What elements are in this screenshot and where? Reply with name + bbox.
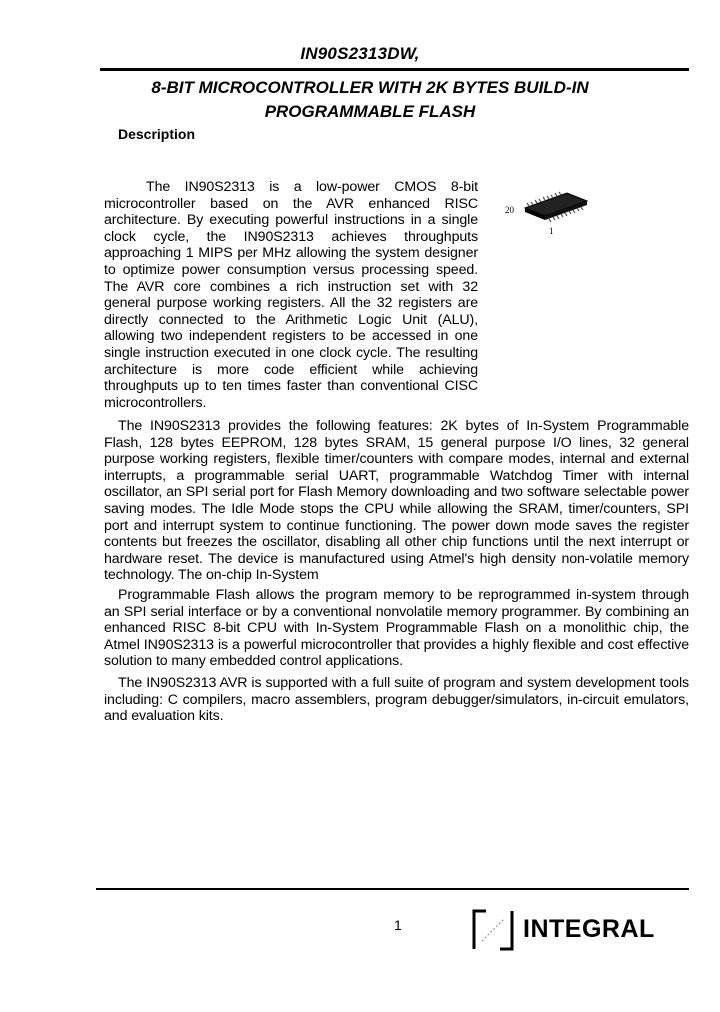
company-logo-text: INTEGRAL [523, 915, 655, 943]
document-title [60, 76, 680, 124]
paragraph-overview: The IN90S2313 is a low-power CMOS 8-bit microcontroller based on the AVR enhanced RISC architecture. By executing powerful instructions in a single clock cycle, the IN90S2313 achieves throughputs approaching 1 MIPS per MHz allowing the system designer to optimize power consumption versus processing speed. The AVR core combines a rich instruction set with 32 general purpose working registers. All the 32 registers are directly connected to the Arithmetic Logic Unit (ALU), allowing two independent registers to be accessed in one single instruction executed in one clock cycle. The resulting architecture is more code efficient while achieving throughputs up to ten times faster than conventional CISC microcontrollers. [104, 179, 478, 411]
part-number: IN90S2313DW, [300, 44, 420, 63]
pin-label-20: 20 [505, 205, 514, 215]
title-line-1: 8-BIT MICROCONTROLLER WITH 2K BYTES BUILD-IN [151, 78, 589, 97]
page-number: 1 [394, 917, 402, 933]
paragraph-features: The IN90S2313 provides the following features: 2K bytes of In-System Programmable Flash, 128 bytes EEPROM, 128 bytes SRAM, 15 general purpose I/O lines, 32 general purpose working registers, flexible timer/counters with compare modes, internal and external interrupts, a programmable serial UART, programmable Watchdog Timer with internal oscillator, an SPI serial port for Flash Memory downloading and two software selectable power saving modes. The Idle Mode stops the CPU while allowing the SRAM, timer/counters, SPI port and interrupt system to continue functioning. The power down mode saves the register contents but freezes the oscillator, disabling all other chip functions until the next interrupt or hardware reset. The device is manufactured using Atmel's high density non-volatile memory technology. The on-chip In-System [104, 418, 689, 584]
soic-package-icon [503, 186, 593, 236]
section-heading: Description [118, 126, 196, 142]
paragraph-flash: Programmable Flash allows the program memory to be reprogrammed in-system through an SPI serial interface or by a conventional nonvolatile memory programmer. By combining an enhanced RISC 8-bit CPU with In-System Programmable Flash on a monolithic chip, the Atmel IN90S2313 is a powerful microcontroller that provides a highly flexible and cost effective solution to many embedded control applications. [104, 587, 689, 670]
footer-divider [96, 888, 689, 890]
header-divider [100, 68, 689, 71]
pin-label-1: 1 [549, 226, 554, 236]
integral-logo-icon [472, 909, 514, 951]
paragraph-tools: The IN90S2313 AVR is supported with a full suite of program and system development tools including: C compilers, macro assemblers, program debugger/simulators, in-circuit emulators, and evaluation kits. [104, 675, 689, 725]
title-line-2: PROGRAMMABLE FLASH [264, 102, 476, 121]
